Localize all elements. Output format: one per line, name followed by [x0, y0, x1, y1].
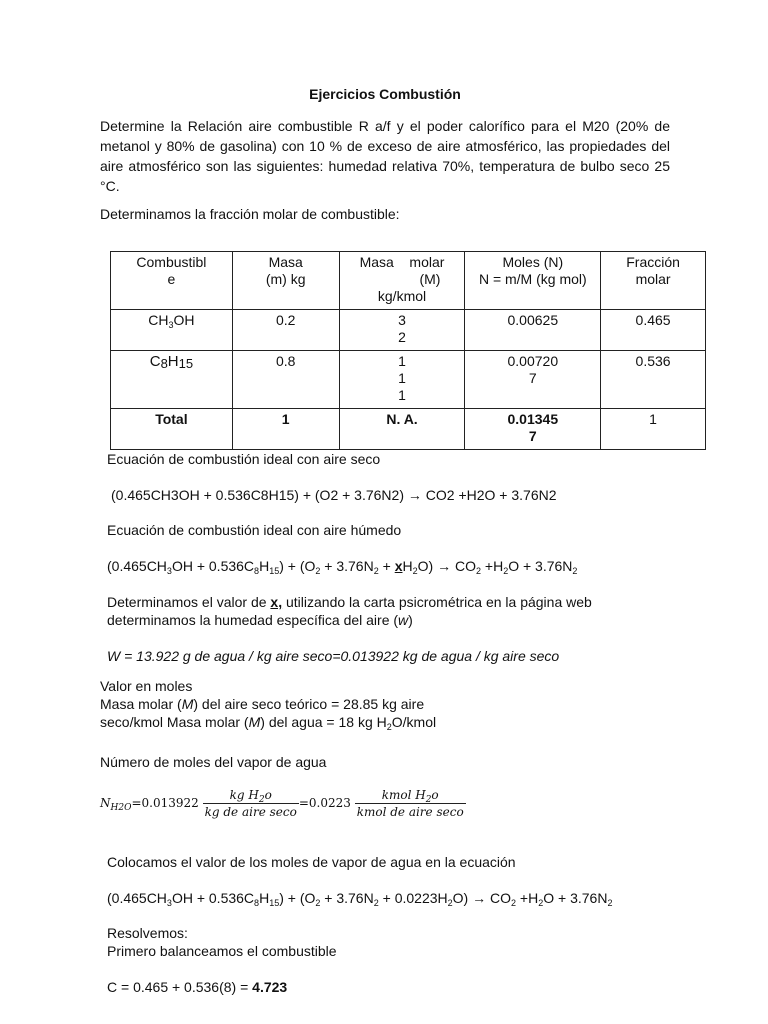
cell-moles [465, 351, 601, 409]
step-fraction-text: Determinamos la fracción molar de combustible: [100, 206, 400, 222]
carbon-balance [107, 978, 287, 996]
table-row [111, 351, 706, 409]
cell-total-fraction: 1 [601, 409, 706, 450]
text-fragment: kmol H [381, 788, 426, 802]
header-fraction-line1: Fracción [626, 254, 680, 270]
text-fragment: seco/kmol Masa molar ( [100, 714, 249, 730]
cell-mass: 0.2 [232, 310, 339, 351]
header-fuel-line1: Combustibl [136, 254, 207, 270]
fuel-subscript: 8 [160, 356, 168, 371]
place-value-title: Colocamos el valor de los moles de vapor de agua en la ecuación [107, 854, 516, 870]
formula-coef2: =0.0223 [298, 796, 351, 810]
x-variable: x [394, 558, 403, 574]
m-variable: M [248, 714, 261, 730]
eq-wet-substituted: $(0.465CH_3OH + 0.536C_8H_{15}) + (O_2 + 3.76N_2 + 0.0223H_2O) \to CO_2 +H_2O + 3.76N_2$ [107, 890, 613, 908]
text-fragment: o [264, 788, 272, 802]
fraction-1-denominator: kg de aire seco [204, 805, 297, 819]
m-variable: M [181, 696, 194, 712]
eq-dry: (0.465CH3OH + 0.536C8H15) + (O2 + 3.76N2) → CO2 +H2O + 3.76N2 [111, 487, 557, 503]
cell-molar-mass [339, 351, 465, 409]
carbon-equation: C = 0.465 + 0.536(8) = [107, 979, 253, 995]
total-moles-line1: 0.01345 [507, 411, 559, 427]
fuel-fraction-table [110, 251, 706, 450]
fuel-formula-mid: H [167, 353, 179, 370]
header-mass [232, 252, 339, 310]
header-moles-line1: Moles (N) [502, 254, 564, 270]
cell-total-label: Total [111, 409, 233, 450]
vapor-moles-title: Número de moles del vapor de agua [100, 754, 327, 770]
x-explanation-part3: ) [408, 612, 413, 628]
text-fragment: ) del aire seco teórico = 28.85 kg aire [193, 696, 425, 712]
formula-coef1: =0.013922 [131, 796, 199, 810]
header-mass-line1: Masa [268, 254, 303, 270]
text-fragment: ) del agua = 18 kg H [260, 714, 387, 730]
x-value: 0.0223 [394, 890, 438, 906]
table-total-row [111, 409, 706, 450]
moles-heading: Valor en moles [100, 678, 193, 694]
header-fuel-line2: e [167, 271, 176, 287]
molar-mass-air-line [100, 695, 436, 713]
header-molar-mass-line1: Masa molar [359, 254, 445, 270]
vapor-moles-formula [100, 788, 466, 819]
subscript: 2 [258, 795, 265, 805]
header-molar-mass-line2: (M) [419, 271, 441, 287]
fuel-formula: CH [148, 312, 169, 328]
text-fragment: Masa molar ( [100, 696, 182, 712]
table-row [111, 310, 706, 351]
header-mass-line2: (m) kg [265, 271, 306, 287]
moles-value-block [100, 677, 436, 731]
molar-mass-digit: 2 [398, 329, 406, 345]
text-fragment: kg H [229, 788, 259, 802]
molar-mass-water-line [100, 713, 436, 731]
cell-fraction: 0.536 [601, 351, 706, 409]
fuel-subscript: 15 [178, 356, 194, 371]
fraction-2-denominator: kmol de aire seco [356, 805, 464, 819]
header-fuel [111, 252, 233, 310]
subscript: 2 [386, 722, 392, 732]
fraction-1-numerator [203, 788, 299, 804]
resolve-block [107, 924, 337, 960]
cell-fuel [111, 351, 233, 409]
carbon-result: 4.723 [252, 979, 288, 995]
cell-moles: 0.00625 [465, 310, 601, 351]
header-fraction-line2: molar [635, 271, 671, 287]
x-explanation [107, 593, 667, 629]
w-variable: w [398, 612, 409, 628]
cell-mass: 0.8 [232, 351, 339, 409]
formula-lhs-subscript: H2O [110, 803, 132, 813]
eq-wet-title: Ecuación de combustión ideal con aire húmedo [107, 522, 402, 538]
fraction-2-numerator [355, 788, 466, 804]
total-moles-line2: 7 [528, 428, 537, 444]
header-moles [465, 252, 601, 310]
formula-lhs: N [100, 796, 111, 810]
x-variable: x, [270, 594, 283, 610]
header-fraction [601, 252, 706, 310]
cell-total-mass: 1 [232, 409, 339, 450]
header-molar-mass [339, 252, 465, 310]
molar-mass-digit: 3 [398, 312, 406, 328]
fraction-1 [203, 788, 299, 819]
text-fragment: o [431, 788, 439, 802]
problem-statement: Determine la Relación aire combustible R a/f y el poder calorífico para el M20 (20% de metanol y 80% de gasolina) con 10 % de exceso de aire atmosférico, las propiedades del aire atmosférico son las siguientes: humedad relativa 70%, temperatura de bulbo seco 25 °C. [100, 118, 670, 194]
table-header-row [111, 252, 706, 310]
page-title: Ejercicios Combustión [309, 86, 461, 102]
fraction-2 [355, 788, 466, 819]
header-molar-mass-line3: kg/kmol [377, 288, 427, 304]
cell-fraction: 0.465 [601, 310, 706, 351]
subscript: 2 [425, 795, 432, 805]
cell-molar-mass [339, 310, 465, 351]
x-explanation-part1: Determinamos el valor de [107, 594, 271, 610]
eq-dry-title: Ecuación de combustión ideal con aire seco [107, 451, 381, 467]
cell-total-moles [465, 409, 601, 450]
eq-wet: $(0.465CH_3OH + 0.536C_8H_{15}) + (O_2 + 3.76N_2 + xH_2O) \to CO_2 +H_2O + 3.76N_2$ [107, 558, 578, 576]
fuel-formula: C [149, 353, 161, 370]
text-fragment: O/kmol [391, 714, 437, 730]
molar-mass-digit: 1 [398, 387, 406, 403]
header-moles-line2: N = m/M (kg mol) [478, 271, 587, 287]
fuel-formula-tail: OH [173, 312, 195, 328]
moles-line1: 0.00720 [507, 353, 559, 369]
molar-mass-digit: 1 [398, 370, 406, 386]
fuel-subscript: 3 [168, 320, 174, 330]
cell-fuel [111, 310, 233, 351]
balance-text: Primero balanceamos el combustible [107, 943, 337, 959]
molar-mass-digit: 1 [398, 353, 406, 369]
cell-total-molar-mass: N. A. [339, 409, 465, 450]
resolve-heading: Resolvemos: [107, 925, 188, 941]
humidity-value: W = 13.922 g de agua / kg aire seco=0.013922 kg de agua / kg aire seco [107, 648, 560, 664]
x-explanation-part2: utilizando la carta psicrométrica en la página web determinamos la humedad específica del aire ( [107, 594, 592, 628]
moles-line2: 7 [528, 370, 537, 386]
